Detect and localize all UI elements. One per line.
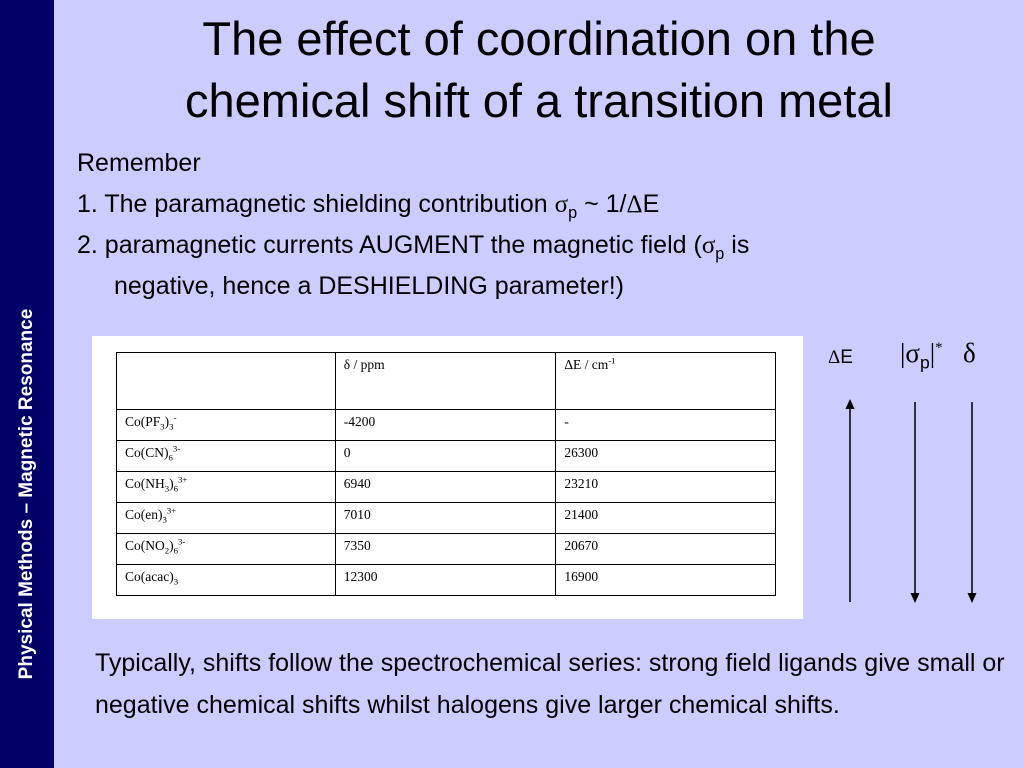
body-text [77, 143, 749, 307]
compound-cell: $Co(CN)_6^{3-}$ [117, 441, 336, 472]
sidebar [0, 0, 54, 768]
point-1: 1. The paramagnetic shielding contribution $\sigma_p$ ~ 1/ΔE [77, 190, 660, 222]
footer-text: Typically, shifts follow the spectrochemical series: strong field ligands give small or negative chemical shifts whilst halogens give larger chemical shifts. [95, 649, 1005, 719]
sigma-symbol: σ [554, 191, 569, 218]
delta-e-cell: - [556, 410, 776, 441]
down-arrow-sigma-p [911, 402, 920, 603]
delta-e-label: ΔE [828, 347, 853, 368]
header-delta: δ / ppm [335, 353, 556, 410]
delta-e-cell: 20670 [556, 534, 776, 565]
header-compound [117, 353, 336, 410]
slide-title [54, 8, 1024, 132]
sidebar-label: Physical Methods – Magnetic Resonance [16, 308, 37, 680]
delta-e-cell: 16900 [556, 565, 776, 596]
delta-e-cell: 26300 [556, 441, 776, 472]
shift-cell: 6940 [335, 472, 556, 503]
shift-cell: 7010 [335, 503, 556, 534]
shift-cell: -4200 [335, 410, 556, 441]
sigma-p-label: $|\sigma_p|^*$ [900, 338, 943, 373]
table-row [117, 565, 776, 596]
shift-cell: 7350 [335, 534, 556, 565]
title-line-2: chemical shift of a transition metal [185, 74, 893, 127]
sigma-symbol: σ [701, 232, 716, 259]
table-row [117, 503, 776, 534]
table-panel [92, 336, 803, 619]
remember-label: Remember [77, 149, 201, 177]
table-row [117, 410, 776, 441]
arrows-svg [810, 330, 1010, 620]
delta-label: δ [963, 338, 976, 368]
chemical-shift-table [116, 352, 776, 596]
down-arrow-delta [968, 402, 977, 603]
delta-e-cell: 23210 [556, 472, 776, 503]
shift-cell: 12300 [335, 565, 556, 596]
point-2-continuation: negative, hence a DESHIELDING parameter!) [114, 272, 624, 300]
point-2: 2. paramagnetic currents AUGMENT the magnetic field ($\sigma_p$ is [77, 231, 750, 263]
title-line-1: The effect of coordination on the [202, 12, 876, 65]
table-row [117, 472, 776, 503]
compound-cell: $Co(acac)_3$ [117, 565, 336, 596]
trend-arrows [810, 330, 1010, 620]
table-row [117, 534, 776, 565]
delta-symbol: Δ [626, 191, 643, 218]
compound-cell: $Co(NO_2)_6^{3-}$ [117, 534, 336, 565]
table-row [117, 441, 776, 472]
table-header-row [117, 353, 776, 410]
shift-cell: 0 [335, 441, 556, 472]
compound-cell: $Co(PF_3)_3^-$ [117, 410, 336, 441]
compound-cell: $Co(en)_3^{3+}$ [117, 503, 336, 534]
delta-e-cell: 21400 [556, 503, 776, 534]
compound-cell: $Co(NH_3)_6^{3+}$ [117, 472, 336, 503]
up-arrow-delta-e [846, 399, 855, 602]
header-delta-e: ΔE / $cm^{-1}$ [556, 353, 776, 410]
